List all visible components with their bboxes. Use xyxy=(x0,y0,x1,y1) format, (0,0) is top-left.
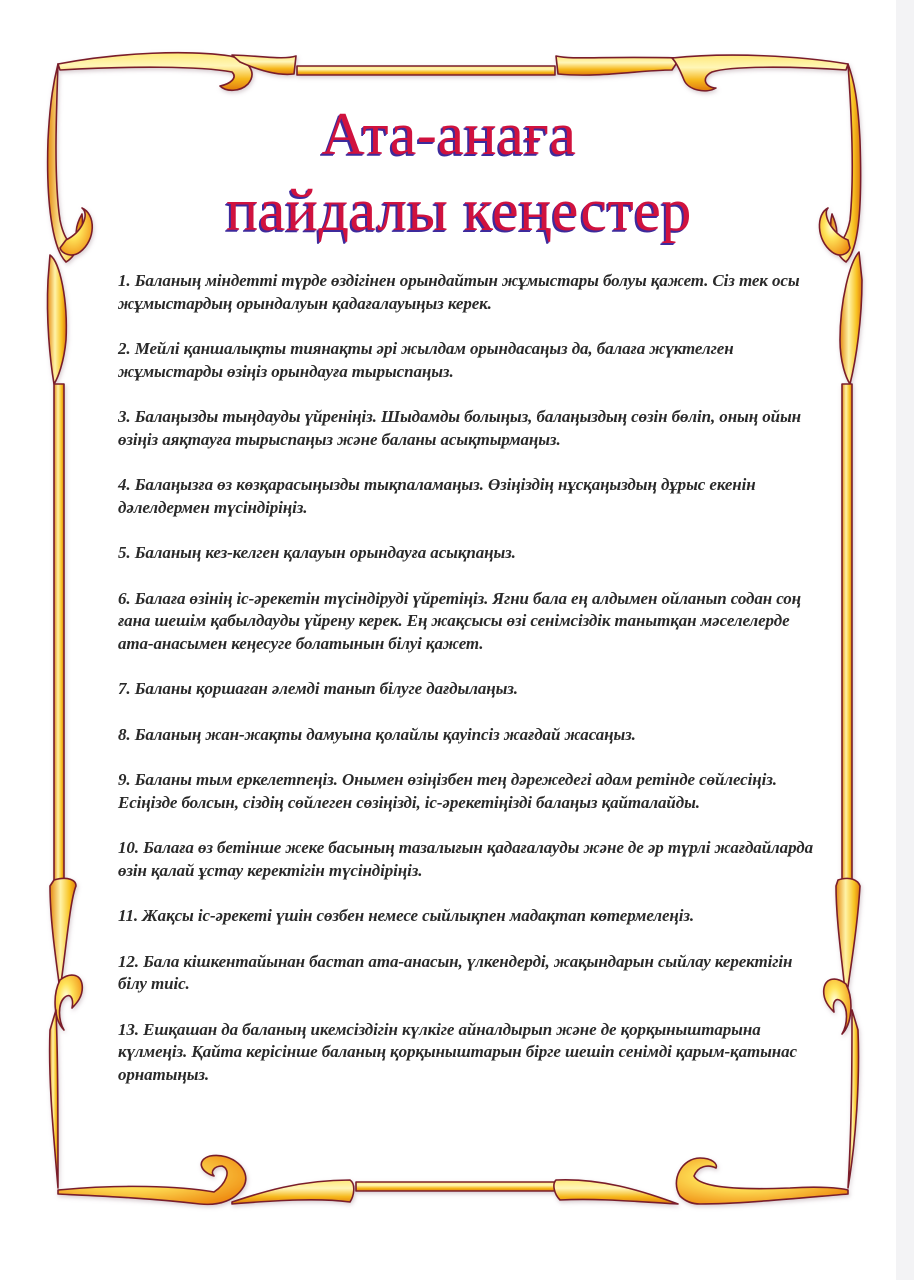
title-line-2: пайдалы кеңестер xyxy=(226,177,692,243)
advice-item-2: 2. Мейлі қаншалықты тиянақты әрі жылдам орындасаңыз да, балаға жүктелген жұмыстарды өзіңіз орындауға тырыспаңыз. xyxy=(118,339,734,381)
advice-list xyxy=(118,270,818,1109)
advice-item-1: 1. Баланың міндетті түрде өздігінен орындайтын жұмыстары болуы қажет. Сіз тек осы жұмыстардың орындалуын қадағалауыңыз керек. xyxy=(118,271,800,313)
advice-item-11: 11. Жақсы іс-әрекеті үшін сөзбен немесе сыйлықпен мадақтап көтермелеңіз. xyxy=(118,906,695,925)
advice-item-5: 5. Баланың кез-келген қалауын орындауға асықпаңыз. xyxy=(118,543,516,562)
advice-item-13: 13. Ешқашан да баланың икемсіздігін күлкіге айналдырып және де қорқыныштарына күлмеңіз. Қайта керісінше баланың қорқыныштарын бірге шешіп сенімді қарым-қатынас орнатыңыз. xyxy=(118,1019,797,1084)
advice-item-8: 8. Баланың жан-жақты дамуына қолайлы қауіпсіз жағдай жасаңыз. xyxy=(118,724,636,744)
advice-item-9: 9. Баланы тым еркелетпеңіз. Онымен өзіңізбен тең дәрежедегі адам ретінде сөйлесіңіз. Есіңізде болсын, сіздің сөйлеген сөзіңізді, іс-әрекетіңізді балаңыз қайталайды. xyxy=(118,770,777,812)
advice-item-12: 12. Бала кішкентайынан бастап ата-анасын, үлкендерді, жақындарын сыйлау керектігін білу тиіс. xyxy=(118,951,793,993)
advice-item-4: 4. Балаңызға өз көзқарасыңызды тықпаламаңыз. Өзіңіздің нұсқаңыздың дұрыс екенін дәлелдермен түсіндіріңіз. xyxy=(118,475,756,517)
advice-item-3: 3. Балаңызды тыңдауды үйреніңіз. Шыдамды болыңыз, балаңыздың сөзін бөліп, оның ойын өзіңіз аяқтауға тырыспаңыз және баланы асықтырмаңыз. xyxy=(118,407,802,449)
advice-item-6: 6. Балаға өзінің іс-әрекетін түсіндіруді үйретіңіз. Ягни бала ең алдымен ойланып содан соң ғана шешім қабылдауды үйрену керек. Ең жақсысы өзі сенімсіздік танытқан мәселелерде ата-анасымен кеңесуге болатынын білуі қажет. xyxy=(118,588,801,653)
advice-item-10: 10. Балаға өз бетінше жеке басының тазалығын қадағалауды және де әр түрлі жағдайларда өзін қалай ұстау керектігін түсіндіріңіз. xyxy=(118,838,813,880)
advice-item-7: 7. Баланы қоршаған әлемді танып білуге дағдылаңыз. xyxy=(118,679,518,698)
title-line-1: Ата-анаға xyxy=(321,101,577,167)
